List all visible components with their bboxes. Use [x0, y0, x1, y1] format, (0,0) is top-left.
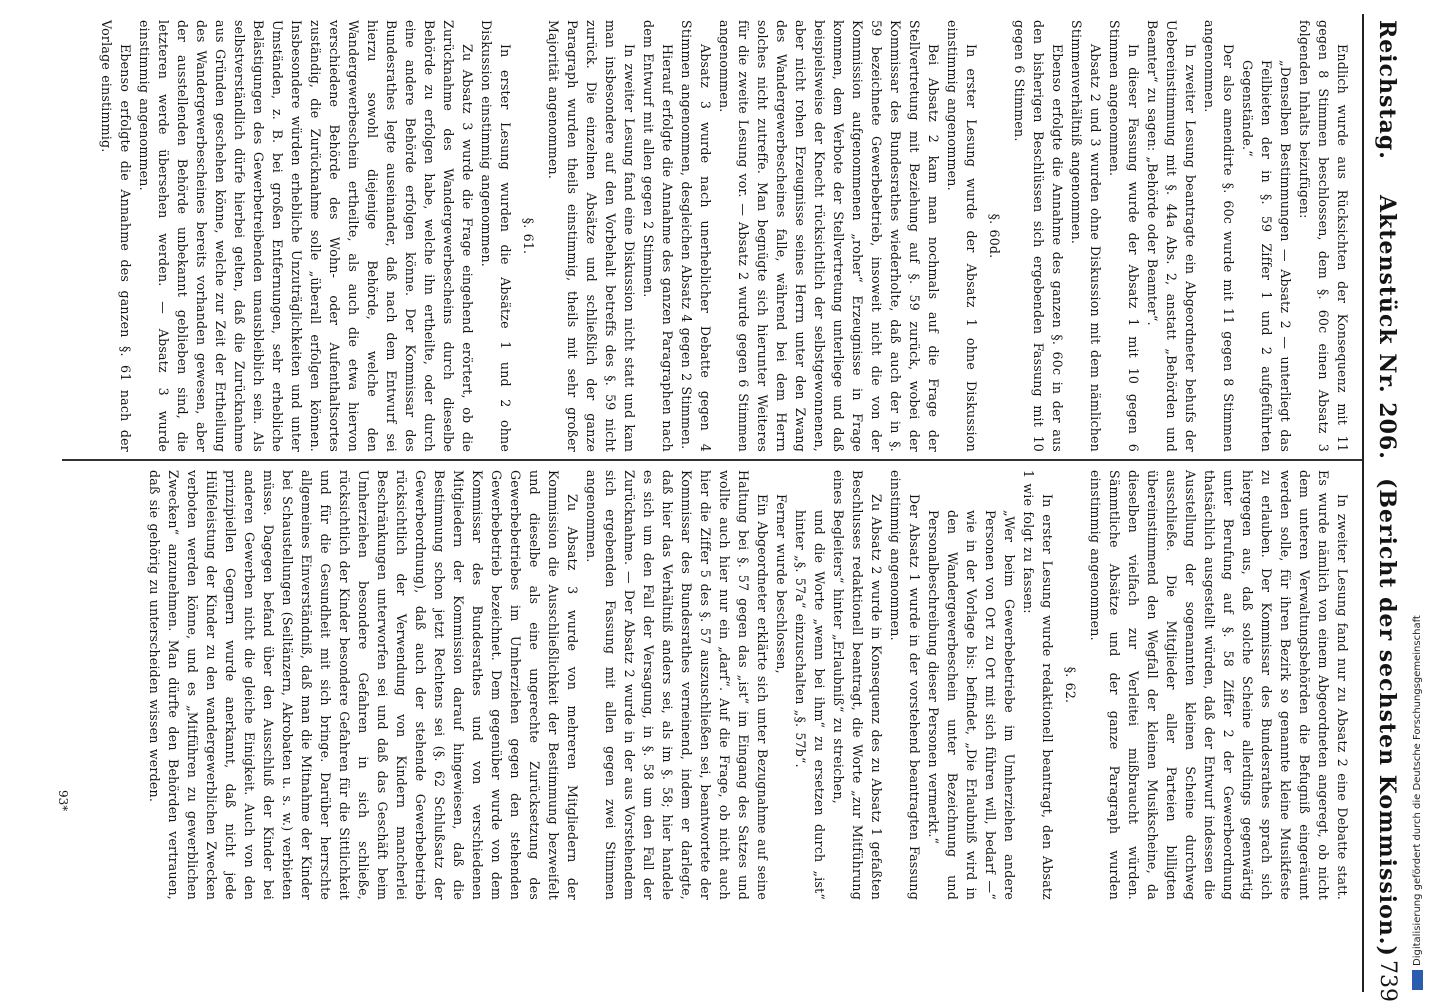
- paragraph: Absatz 2 und 3 wurden ohne Diskussion mit dem nämlichen Stimmenverhältniß angenommen.: [1069, 20, 1103, 452]
- paragraph: Zu Absatz 3 wurde von mehreren Mitgliedern der Kommission die Ausschließlichkeit der Bestimmung bezweifelt und dieselbe als eine ungerechte Zurücksetzung des Gewerbebetriebes im Umherziehen gegen den stehenden Gewerbebetrieb bezeichnet. Dem gegenüber wurde von dem Kommissar des Bundesrathes und von verschiedenen Mitgliedern der Kommission darauf hingewiesen, daß die Bestimmung schon jetzt Rechtens sei (§. 62 Schlußsatz der Gewerbeordnung), daß auch der stehende Gewerbebetrieb rücksichtlich der Verwendung von Kindern mancherlei Beschränkungen unterworfen sei und daß das Geschäft beim Umherziehen besondere Gefahren in sich schließe, rücksichtlich der Kinder besondere Gefahren für die Sittlichkeit und für die Gesundheit mit sich bringe. Darüber herrschte allgemeines Einverständniß, daß man die Mitnahme der Kinder bei Schaustellungen (Seiltänzern, Akrobaten u. s. w.) verbieten müsse. Dagegen befand über den Ausschluß der Kinder bei anderen Gewerben nicht die gleiche Einigkeit. Auch von den prinzipiellen Gegnern wurde anerkannt, daß nicht jede Hülfeleistung der Kinder zu den wandergewerblichen Zwecken verboten werden könne, und es „Mitführen zu gewerblichen Zwecken“ anzunehmen. Man dürfte den Behörden vertrauen, daß sie gehörig zu unterscheiden wissen werden.: [147, 470, 580, 900]
- paragraph: Bei Absatz 2 kam man nochmals auf die Frage der Stellvertretung mit Beziehung auf §. 59 zurück, wobei der Kommissar des Bundesrathes wiederholte, daß auch der in §. 59 bezeichnete Gewerbebetrieb, insoweit nicht die von der Kommission aufgenommenen „roher“ Erzeugnisse in Frage kommen, dem Verbote der Stellvertretung unterliege und daß beispielsweise der Knecht rücksichtlich der selbstgewonnenen, aber nicht rohen Erzeugnisse seines Herrn unter den Zwang des Wandergewerbescheines falle, während bei dem Herrn solches nicht zutreffe. Man begnügte sich hierunter Weiteres für die zweite Lesung vor. — Absatz 2 wurde gegen 6 Stimmen angenommen.: [717, 20, 941, 452]
- sidebar-credit: [1411, 10, 1425, 990]
- section-heading: §. 61.: [521, 217, 536, 255]
- paragraph: In dieser Fassung wurde der Absatz 1 mit 10 gegen 6 Stimmen angenommen.: [1107, 20, 1141, 452]
- paragraph: Zu Absatz 2 wurde in Konsequenz des zu Absatz 1 gefaßten Beschlusses redaktionell beantragt, die Worte „zur Mitführung eines Begleiters“ hinter „Erlaubniß“ zu streichen,: [831, 470, 884, 900]
- paragraph: Ein Abgeordneter erklärte sich unter Bezugnahme auf seine Haltung bei §. 57 gegen das „ist“ im Eingang des Satzes und wollte auch hier nur ein „darf“. Auf die Frage, ob nicht auch hier die Ziffer 5 des §. 57 auszuschließen sei, beantwortete der Kommissar des Bundesrathes verneinend, indem er darlegte, daß hier das Verhältniß anders sei, als im §. 58; hier handele es sich um den Fall der Versagung, in §. 58 um den Fall der Zurücknahme. — Der Absatz 2 wurde in der aus Vorstehendem sich ergebenden Fassung mit allen gegen zwei Stimmen angenommen.: [584, 470, 770, 900]
- paragraph: Der Absatz 1 wurde in der vorstehend beantragten Fassung einstimmig angenommen.: [888, 470, 922, 900]
- paragraph: „Denselben Bestimmungen — Absatz 2 — unterliegt das Feilbieten der in §. 59 Ziffer 1 und 2 aufgeführten Gegenstände.“: [1240, 60, 1293, 452]
- digitization-sidebar: [1412, 0, 1432, 1000]
- paragraph: und die Worte „wenn bei ihm“ zu ersetzen durch „ist“ hinter „§. 57a“ einzuschalten „§. 57b“.: [793, 510, 827, 900]
- paragraph: Ebenso erfolgte die Annahme des ganzen §. 61 nach der Vorlage einstimmig.: [99, 20, 133, 452]
- paragraph: Ebenso erfolgte die Annahme des ganzen §. 60c in der aus den bisherigen Beschlüssen sich ergebenden Fassung mit 10 gegen 6 Stimmen.: [1012, 20, 1065, 452]
- column-divider: [62, 459, 1362, 461]
- paragraph: In zweiter Lesung beantragte ein Abgeordneter behufs der Uebereinstimmung mit §. 44a Abs. 2, anstatt „Behörden und Beamter“ zu sagen: „Behörde oder Beamter“.: [1145, 20, 1198, 452]
- section-heading: §. 60d.: [987, 213, 1002, 259]
- paragraph: Der also amendirte §. 60c wurde mit 11 gegen 8 Stimmen angenommen.: [1202, 20, 1236, 452]
- paragraph: In erster Lesung wurden die Absätze 1 und 2 ohne Diskussion einstimmig angenommen.: [479, 20, 513, 452]
- page-header: [1364, 0, 1414, 1000]
- paragraph: In zweiter Lesung fand nur zu Absatz 2 eine Debatte statt. Es wurde nämlich von einem Abgeordneten angeregt, ob nicht dem unteren Verwaltungsbehörden die Befugniß eingeräumt werden solle, für ihren Bezirk so genannte kleine Musikfeste zu erlauben. Der Kommissar des Bundesrathes sprach sich hiergegen aus, daß solche Scheine allerdings gegenwärtig unter Berufung auf §. 58 Ziffer 2 der Gewerbeordnung thatsächlich ausgestellt würden, daß der Entwurf indessen die Ausstellung der sogenannten kleinen Scheine durchweg ausschließe. Die Mitglieder aller Parteien billigten übereinstimmend den Wegfall der kleinen Musikscheine, da dieselben vielfach zur Verleitei mißbraucht würden. Sämmtliche Absätze und der ganze Paragraph wurden einstimmig angenommen.: [1088, 470, 1350, 900]
- section-heading: §. 62.: [1063, 666, 1078, 704]
- paragraph: In erster Lesung wurde der Absatz 1 ohne Diskussion einstimmig angenommen.: [945, 20, 979, 452]
- paragraph: Hierauf erfolgte die Annahme des ganzen Paragraphen nach dem Entwurf mit allen gegen 2 Stimmen.: [641, 20, 675, 452]
- header-document-number: Aktenstück Nr. 206.: [1374, 195, 1400, 460]
- header-title: Reichstag.: [1374, 20, 1400, 160]
- paragraph: „Wer beim Gewerbebetriebe im Umherziehen andere Personen von Ort zu Ort mit sich führen will, bedarf —“ wie in der Vorlage bis: befindet, „Die Erlaubniß wird in den Wandergewerbeschein unter Bezeichnung und Personalbeschreibung dieser Personen vermerkt.“: [926, 510, 1017, 900]
- paragraph: Absatz 3 wurde nach unerheblicher Debatte gegen 4 Stimmen angenommen, desgleichen Absatz 4 gegen 2 Stimmen.: [679, 20, 713, 452]
- paragraph: In zweiter Lesung fand eine Diskussion nicht statt und kam man insbesondere auf den Vorbehalt betreffs des §. 59 nicht zurück. Die einzelnen Absätze und schließlich der ganze Paragraph wurden theils einstimmig, theils mit sehr großer Majorität angenommen.: [546, 20, 637, 452]
- paragraph: In erster Lesung wurde redaktionell beantragt, den Absatz 1 wie folgt zu fassen:: [1021, 470, 1055, 900]
- left-text-column: [97, 20, 1352, 452]
- page-number: 739: [1375, 960, 1400, 1002]
- header-report-title: (Bericht der sechsten Kommission.): [1374, 478, 1400, 957]
- paragraph: Ferner wurde beschlossen,: [774, 494, 789, 674]
- page-mark: 93*: [56, 790, 70, 812]
- sidebar-credit-text: Digitalisierung gefördert durch die Deutsche Forschungsgemeinschaft: [1412, 615, 1423, 966]
- right-text-column: [145, 470, 1352, 900]
- paragraph: Zu Absatz 3 wurde die Frage eingehend erörtert, ob die Zurücknahme des Wandergewerbescheins durch dieselbe Behörde zu erfolgen habe, welche ihn ertheilte, oder durch eine andere Behörde erfolgen könne. Der Kommissar des Bundesrathes legte auseinander, daß nach dem Entwurf sei hierzu sowohl diejenige Behörde, welche den Wandergewerbeschein ertheilte, als auch die etwa hiervon verschiedene Behörde des Wohn- oder Aufenthaltsortes zuständig, die Zurücknahme solle „überall erfolgen können. Insbesondere würden erhebliche Unzuträglichkeiten und unter Umständen, z. B. bei großen Entfernungen, sehr erhebliche Belästigungen des Gewerbetreibenden unausbleiblich sein. Als selbstverständlich dürfe hierbei gelten, daß die Zurücknahme aus Gründen geschehen könne, welche zur Zeit der Ertheilung des Wandergewerbescheines bereits vorhanden gewesen, aber der ausstellenden Behörde unbekannt geblieben sind, die letzteren werde übersehen werden. — Absatz 3 wurde einstimmig angenommen.: [137, 20, 475, 452]
- paragraph: Endlich wurde aus Rücksichten der Konsequenz mit 11 gegen 8 Stimmen beschlossen, dem §. 60c einen Absatz 3 folgenden Inhalts beizufügen:: [1297, 20, 1350, 452]
- dfg-logo-icon: [1412, 970, 1423, 990]
- header-rule: [1362, 14, 1364, 992]
